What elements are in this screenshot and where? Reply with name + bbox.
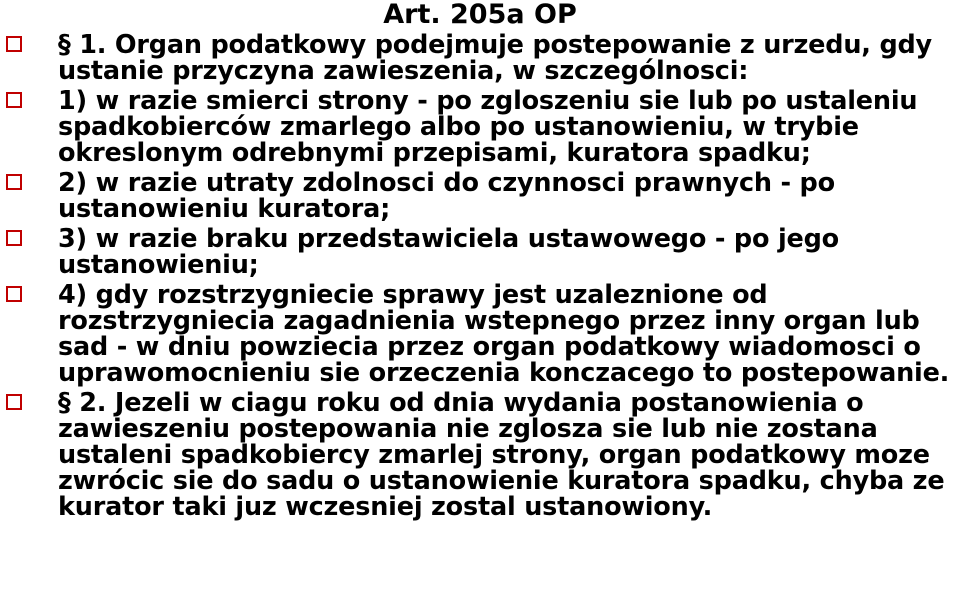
slide-title: Art. 205a OP (383, 0, 577, 30)
bullet-text: 2) w razie utraty zdolnosci do czynnosci prawnych - po ustanowieniu kuratora; (58, 168, 835, 224)
bullet-text: 3) w razie braku przedstawiciela ustawowego - po jego ustanowieniu; (58, 224, 839, 280)
bullet-item (0, 88, 960, 166)
bullet-item (0, 32, 960, 84)
bullet-item (0, 226, 960, 278)
bullet-item (0, 170, 960, 222)
bullet-text: § 2. Jezeli w ciagu roku od dnia wydania postanowienia o zawieszeniu postepowania nie zglosza sie lub nie zostana ustaleni spadkobiercy zmarlej strony, organ podatkowy moze zwrócic sie do sadu o ustanowienie kuratora spadku, chyba ze kurator taki juz wczesniej zostal ustanowiony. (58, 388, 945, 522)
bullet-list (0, 32, 960, 524)
bullet-text: 1) w razie smierci strony - po zgloszeniu sie lub po ustaleniu spadkobierców zmarlego albo po ustanowieniu, w trybie okreslonym odrebnymi przepisami, kuratora spadku; (58, 86, 918, 168)
square-bullet-icon (6, 286, 22, 302)
bullet-item (0, 390, 960, 520)
bullet-text: 4) gdy rozstrzygniecie sprawy jest uzaleznione od rozstrzygniecia zagadnienia wstepnego przez inny organ lub sad - w dniu powziecia przez organ podatkowy wiadomosci o uprawomocnieniu sie orzeczenia konczacego to postepowanie. (58, 280, 950, 388)
square-bullet-icon (6, 36, 22, 52)
bullet-item (0, 282, 960, 386)
square-bullet-icon (6, 394, 22, 410)
square-bullet-icon (6, 230, 22, 246)
bullet-text: § 1. Organ podatkowy podejmuje postepowanie z urzedu, gdy ustanie przyczyna zawieszenia, w szczególnosci: (58, 30, 932, 86)
square-bullet-icon (6, 174, 22, 190)
square-bullet-icon (6, 92, 22, 108)
